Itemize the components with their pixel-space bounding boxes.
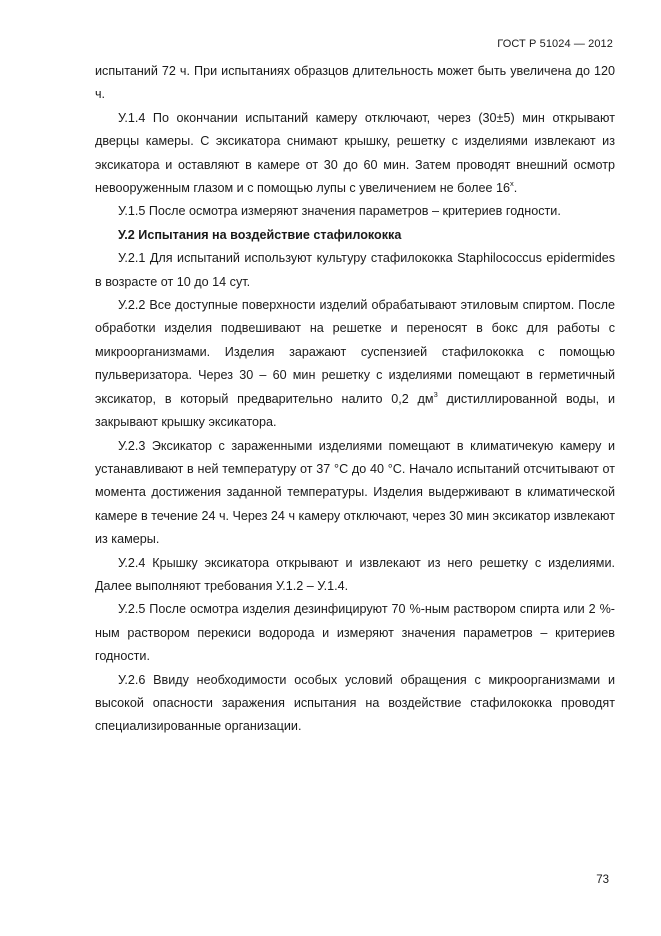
paragraph-text: У.1.4 По окончании испытаний камеру отключают, через (30±5) мин открывают дверцы камеры. С эксикатора снимают крышку, решетку с изделиями извлекают из эксикатора и оставляют в камере от 30 до 60 мин. Затем проводят внешний осмотр невооруженным глазом и с помощью лупы с увеличением не более 16	[95, 110, 615, 196]
paragraph-text-end: дистиллированной воды, и закрывают крышку эксикатора.	[95, 391, 615, 430]
document-body	[95, 60, 615, 739]
superscript: х	[509, 178, 514, 188]
paragraph-u2-2	[95, 294, 615, 434]
standard-header: ГОСТ Р 51024 — 2012	[497, 38, 613, 50]
superscript: 3	[433, 389, 438, 399]
paragraph-u1-5: У.1.5 После осмотра измеряют значения параметров – критериев годности.	[118, 204, 561, 219]
paragraph-u2-1: У.2.1 Для испытаний используют культуру стафилококка Staphilococcus epidermides в возрасте от 10 до 14 сут.	[95, 251, 615, 289]
paragraph-text-end: .	[513, 181, 518, 196]
paragraph-text: У.2.2 Все доступные поверхности изделий обрабатывают этиловым спиртом. После обработки изделия подвешивают на решетке и переносят в бокс для работы с микроорганизмами. Изделия заражают суспензией стафилококка с помощью пульверизатора. Через 30 – 60 мин решетку с изделиями помещают в герметичный эксикатор, в который предварительно налито 0,2 дм	[95, 298, 615, 406]
paragraph-continuation: испытаний 72 ч. При испытаниях образцов длительность может быть увеличена до 120 ч.	[95, 64, 615, 102]
paragraph-u2-6: У.2.6 Ввиду необходимости особых условий обращения с микроорганизмами и высокой опасности заражения испытания на воздействие стафилококка проводят специализированные организации.	[95, 672, 615, 734]
paragraph-u1-4	[95, 107, 615, 201]
paragraph-u2-5: У.2.5 После осмотра изделия дезинфицируют 70 %-ным раствором спирта или 2 %-ным раствором перекиси водорода и измеряют значения параметров – критериев годности.	[95, 602, 615, 664]
paragraph-u2-3: У.2.3 Эксикатор с зараженными изделиями помещают в климатичекую камеру и устанавливают в ней температуру от 37 °С до 40 °С. Начало испытаний отсчитывают от момента достижения заданной температуры. Изделия выдерживают в климатической камере в течение 24 ч. Через 24 ч камеру отключают, через 30 мин эксикатор извлекают из камеры.	[95, 438, 615, 547]
section-heading-u2: У.2 Испытания на воздействие стафилококка	[118, 227, 402, 242]
paragraph-u2-4: У.2.4 Крышку эксикатора открывают и извлекают из него решетку с изделиями. Далее выполняют требования У.1.2 – У.1.4.	[95, 555, 615, 593]
page-number: 73	[596, 874, 609, 886]
